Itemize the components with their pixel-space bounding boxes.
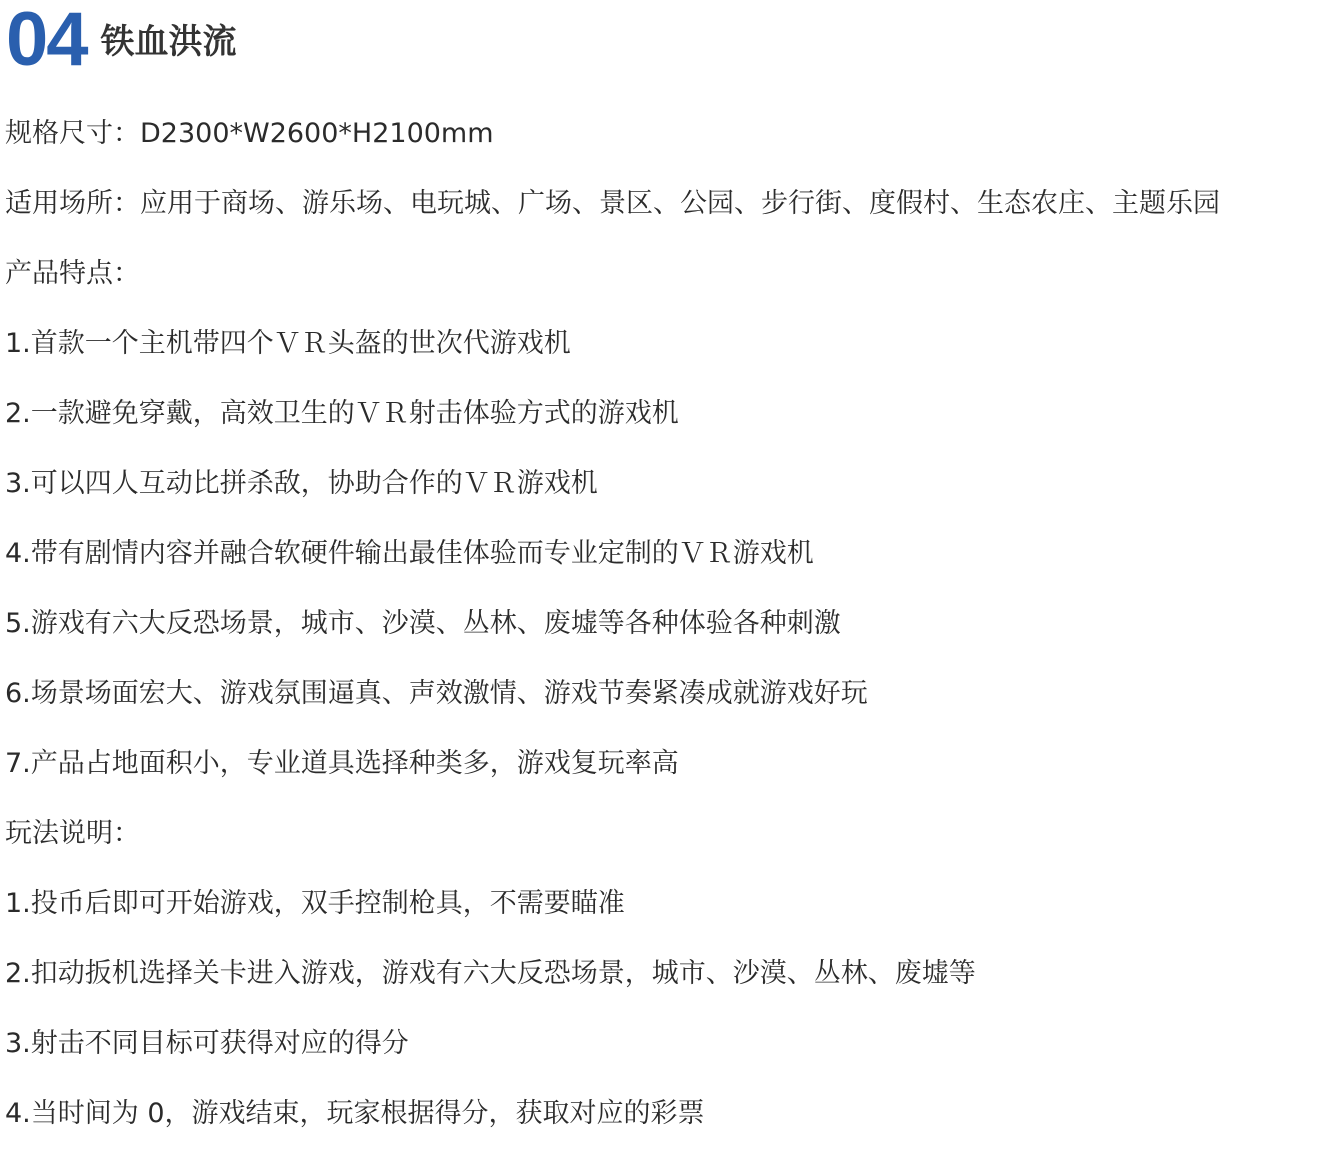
feature-item: 6.场景场面宏大、游戏氛围逼真、声效激情、游戏节奏紧凑成就游戏好玩 [5, 678, 868, 709]
features-heading: 产品特点： [5, 258, 140, 289]
spec-size-line: 规格尺寸：D2300*W2600*H2100mm [5, 118, 494, 149]
gameplay-item: 3.射击不同目标可获得对应的得分 [5, 1028, 409, 1059]
feature-item: 3.可以四人互动比拼杀敌，协助合作的ＶＲ游戏机 [5, 468, 598, 499]
section-heading [6, 0, 237, 82]
gameplay-item: 4.当时间为 0，游戏结束，玩家根据得分，获取对应的彩票 [5, 1098, 705, 1129]
gameplay-heading: 玩法说明： [5, 818, 140, 849]
gameplay-item: 2.扣动扳机选择关卡进入游戏，游戏有六大反恐场景，城市、沙漠、丛林、废墟等 [5, 958, 976, 989]
feature-item: 5.游戏有六大反恐场景，城市、沙漠、丛林、废墟等各种体验各种刺激 [5, 608, 841, 639]
feature-item: 4.带有剧情内容并融合软硬件输出最佳体验而专业定制的ＶＲ游戏机 [5, 538, 814, 569]
venue-line: 适用场所：应用于商场、游乐场、电玩城、广场、景区、公园、步行街、度假村、生态农庄、主题乐园 [5, 188, 1220, 219]
section-number: 04 [6, 0, 87, 82]
section-title: 铁血洪流 [100, 21, 237, 62]
feature-item: 1.首款一个主机带四个ＶＲ头盔的世次代游戏机 [5, 328, 571, 359]
feature-item: 2.一款避免穿戴，高效卫生的ＶＲ射击体验方式的游戏机 [5, 398, 679, 429]
feature-item: 7.产品占地面积小，专业道具选择种类多，游戏复玩率高 [5, 748, 679, 779]
product-description [5, 110, 1315, 1160]
gameplay-item: 1.投币后即可开始游戏，双手控制枪具，不需要瞄准 [5, 888, 625, 919]
